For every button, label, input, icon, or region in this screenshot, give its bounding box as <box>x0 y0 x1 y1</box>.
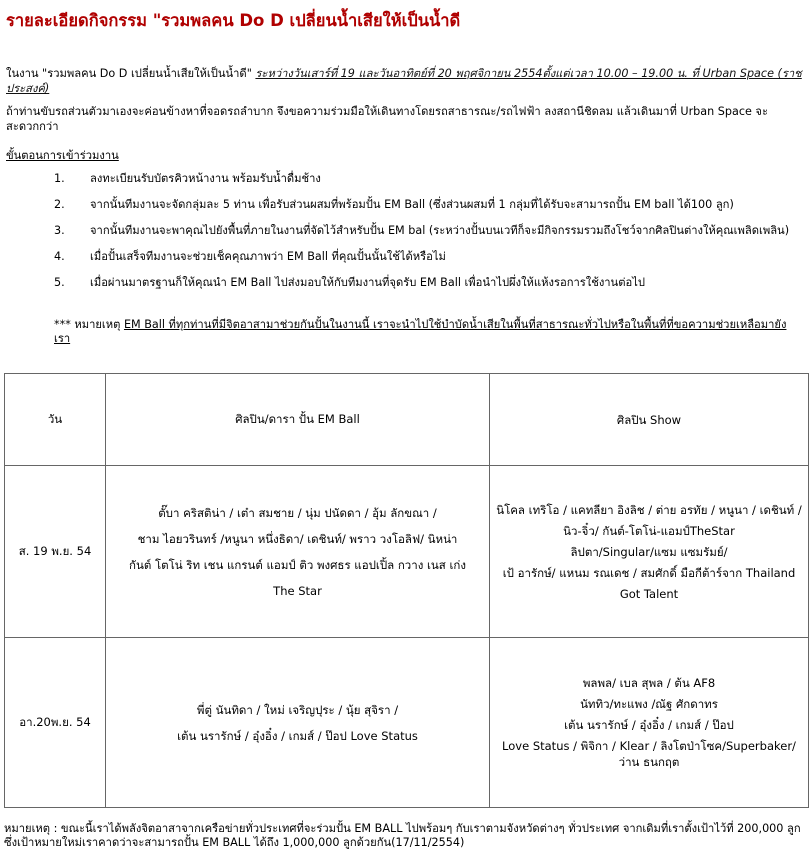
remark-prefix: *** หมายเหตุ <box>54 318 124 331</box>
step-number: 4. <box>54 250 65 263</box>
schedule-table <box>4 373 809 808</box>
show-line: นิว-จิ๋ว/ กันต์-โตโน่-แอมป์TheStar <box>563 523 735 538</box>
step-text: ลงทะเบียนรับบัตรคิวหน้างาน พร้อมรับน้ำดื่มช้าง <box>90 172 321 185</box>
intro-paragraph <box>6 66 804 96</box>
step-item <box>54 276 806 290</box>
artist-line: ตั๊บา คริสติน่า / เต๋า สมชาย / นุ่ม ปนัดดา / อุ้ม ลักขณา / <box>158 505 437 520</box>
event-date-venue: ระหว่างวันเสาร์ที่ 19 และวันอาทิตย์ที่ 20 พฤศจิกายน 2554ตั้งแต่เวลา 10.00 – 19.00 น. ที่ Urban Space (ราชประสงค์) <box>6 67 802 95</box>
remark-note <box>54 318 799 346</box>
artist-line: เต้น นรารักษ์ / อุ๋งอิ๋ง / เกมส์ / ป๊อป Love Status <box>177 728 418 743</box>
step-number: 3. <box>54 224 65 237</box>
show-artists-cell <box>490 466 809 638</box>
step-text: จากนั้นทีมงานจะพาคุณไปยังพื้นที่ภายในงานที่จัดไว้สำหรับปั้น EM bal (ระหว่างปั้นบนเวทีก็จะมีกิจกรรมรวมถึงโชว์จากศิลปินต่างให้คุณเพลิดเพลิน) <box>90 224 790 237</box>
table-header-row <box>5 374 809 466</box>
show-line: พลพล/ เบล สุพล / ต้น AF8 <box>582 676 716 690</box>
footer-note: หมายเหตุ : ขณะนี้เราได้พลังจิตอาสาจากเครือข่ายทั่วประเทศที่จะร่วมปั้น EM BALL ไปพร้อมๆ กับเราตามจังหวัดต่างๆ ทั่วประเทศ จากเดิมที่เราตั้งเป้าไว้ที่ 200,000 ลูก ซึ่งเป้าหมายใหม่เราคาดว่าจะสามารถปั้น EM BALL ได้ถึง 1,000,000 ลูกด้วยกัน(17/11/2554) <box>4 822 801 849</box>
artist-line: พี่ตู่ นันทิดา / ใหม่ เจริญปุระ / นุ้ย สุจิรา / <box>196 702 399 717</box>
show-artists-cell <box>490 638 809 808</box>
step-number: 1. <box>54 172 65 185</box>
step-number: 2. <box>54 198 65 211</box>
intro-prefix: ในงาน "รวมพลคน Do D เปลี่ยนน้ำเสียให้เป็นน้ำดี" <box>6 67 252 80</box>
steps-list <box>54 172 806 290</box>
remark-text: EM Ball ที่ทุกท่านที่มีจิตอาสามาช่วยกันปั้นในงานนี้ เราจะนำไปใช้บำบัดน้ำเสียในพื้นที่สาธารณะทั่วไปหรือในพื้นที่ที่ขอความช่วยเหลือมายังเรา <box>54 318 787 345</box>
show-line: ลิปตา/Singular/แซม แซมรัมย์/ <box>570 544 728 559</box>
step-number: 5. <box>54 276 65 289</box>
artist-line: The Star <box>273 583 322 598</box>
steps-heading: ขั้นตอนการเข้าร่วมงาน <box>6 149 119 162</box>
page-title: รายละเอียดกิจกรรม "รวมพลคน Do D เปลี่ยนน้ำเสียให้เป็นน้ำดี <box>6 11 461 30</box>
step-item <box>54 224 806 238</box>
step-text: เมื่อผ่านมาตรฐานก็ให้คุณนำ EM Ball ไปส่งมอบให้กับทีมงานที่จุดรับ EM Ball เพื่อนำไปผึ่งให้แห้งรอการใช้งานต่อไป <box>90 276 645 289</box>
show-line: Got Talent <box>619 586 679 601</box>
show-line: นิโคล เทริโอ / แคทลียา อิงลิช / ต่าย อรทัย / หนูนา / เดชินท์ / <box>496 502 802 517</box>
em-ball-artists-cell <box>106 638 490 808</box>
show-line: เต้น นรารักษ์ / อุ๋งอิ๋ง / เกมส์ / ป๊อป <box>564 718 734 732</box>
show-line: เป้ อารักษ์/ แหนม รณเดช / สมศักดิ์ มือกีต้าร์จาก Thailand <box>502 565 796 580</box>
em-ball-artists-cell <box>106 466 490 638</box>
step-text: เมื่อปั้นเสร็จทีมงานจะช่วยเช็คคุณภาพว่า EM Ball ที่คุณปั้นนั้นใช้ได้หรือไม่ <box>90 250 446 263</box>
travel-note: ถ้าท่านขับรถส่วนตัวมาเองจะค่อนข้างหาที่จอดรถลำบาก จึงขอความร่วมมือให้เดินทางโดยรถสาธารณะ/รถไฟฟ้า ลงสถานีชิดลม แล้วเดินมาที่ Urban Space จะสะดวกกว่า <box>6 105 768 133</box>
step-text: จากนั้นทีมงานจะจัดกลุ่มละ 5 ท่าน เพื่อรับส่วนผสมที่พร้อมปั้น EM Ball (ซึ่งส่วนผสมที่ 1 กลุ่มที่ได้รับจะสามารถปั้น EM ball ได้100 ลูก) <box>90 198 734 211</box>
table-row <box>5 638 809 808</box>
step-item <box>54 198 806 212</box>
artist-line: ชาม ไอยวรินทร์ /หนูนา หนึ่งธิดา/ เดชินท์/ พราว วงโอลิฟ/ นิหน่า <box>137 531 458 546</box>
header-day: วัน <box>5 374 106 466</box>
show-line: นัททิว/ทะแพง /ณัฐ ศักดาทร <box>580 697 718 711</box>
step-item <box>54 250 806 264</box>
table-row <box>5 466 809 638</box>
show-line: Love Status / พิจิกา / Klear / ลิงโตป่าโซค/Superbaker/ ว่าน ธนกฤต <box>502 739 796 769</box>
step-item <box>54 172 806 186</box>
day-cell: อา.20พ.ย. 54 <box>5 638 106 808</box>
day-cell: ส. 19 พ.ย. 54 <box>5 466 106 638</box>
header-show-artists: ศิลปิน Show <box>490 374 809 466</box>
header-em-ball-artists: ศิลปิน/ดารา ปั้น EM Ball <box>106 374 490 466</box>
artist-line: กันต์ โตโน่ ริท เชน แกรนต์ แอมป์ ติว พงศธร แอปเปิ้ล กวาง เนส เก่ง <box>129 557 466 572</box>
